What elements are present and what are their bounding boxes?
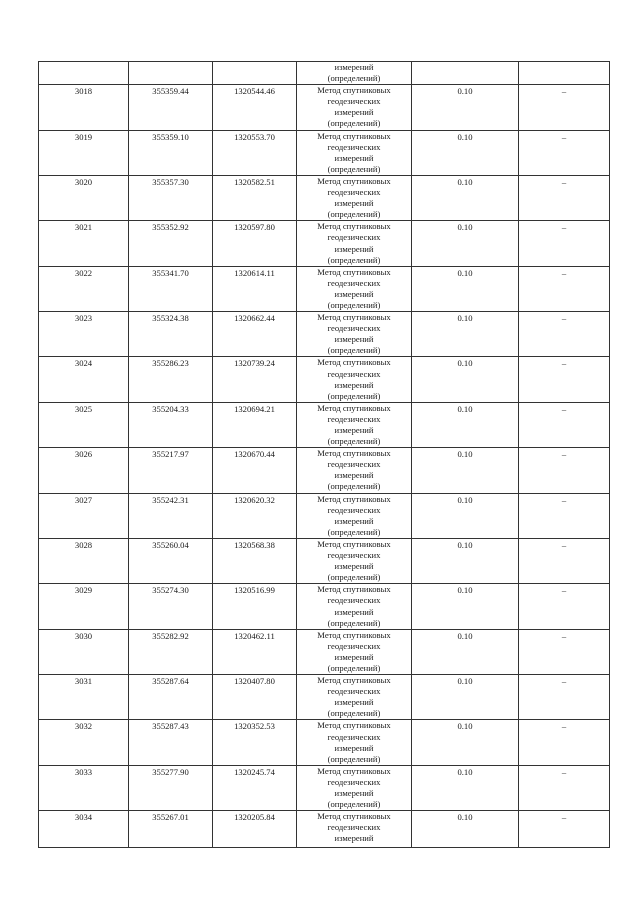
cell-x-text: 355287.43 [152,721,189,732]
table-row [39,538,610,583]
method-line: Метод спутниковых [317,538,391,549]
cell-method [297,720,412,765]
cell-method [297,357,412,402]
method-line: геодезических [327,595,381,606]
cell-x [129,85,213,130]
cell-note-text: – [561,313,567,324]
cell-method [297,130,412,175]
cell-y-text: 1320739.24 [234,358,275,369]
table-row [39,266,610,311]
method-line: Метод спутниковых [317,629,391,640]
cell-point-number [39,312,129,357]
table-row [39,357,610,402]
cell-x-text: 355242.31 [152,494,189,505]
cell-accuracy-text: 0.10 [457,585,473,596]
cell-x-text: 355277.90 [152,766,189,777]
table-row [39,493,610,538]
cell-y-text: 1320462.11 [234,630,275,641]
cell-note-text: – [561,267,567,278]
cell-point-number-text: 3030 [74,630,93,641]
cell-accuracy-text: 0.10 [457,86,473,97]
cell-x [129,584,213,629]
cell-accuracy-text: 0.10 [457,630,473,641]
method-line: геодезических [327,731,381,742]
table-row [39,811,610,848]
cell-y [213,402,297,447]
cell-x [129,402,213,447]
method-line: Метод спутниковых [317,720,391,731]
method-line: (определений) [327,436,381,447]
cell-y-text: 1320597.80 [234,222,275,233]
cell-x-text: 355282.92 [152,630,189,641]
cell-note-text: – [561,812,567,823]
method-line: Метод спутниковых [317,221,391,232]
cell-x-text: 355267.01 [152,812,189,823]
cell-x-text: 355287.64 [152,676,189,687]
cell-x [129,720,213,765]
method-line: геодезических [327,187,381,198]
cell-note [519,266,610,311]
cell-x-text: 355217.97 [152,449,189,460]
table-row [39,85,610,130]
method-line: Метод спутниковых [317,85,391,96]
table-row [39,312,610,357]
cell-point-number-text: 3033 [74,766,93,777]
cell-accuracy-text: 0.10 [457,403,473,414]
cell-y [213,130,297,175]
cell-method [297,584,412,629]
cell-y [213,811,297,848]
cell-note [519,85,610,130]
cell-y [213,85,297,130]
cell-method [297,62,412,85]
method-line: измерений [334,606,374,617]
cell-x [129,675,213,720]
cell-accuracy-text: 0.10 [457,131,473,142]
cell-point-number [39,357,129,402]
method-line: геодезических [327,323,381,334]
cell-point-number-text: 3028 [74,539,93,550]
cell-y [213,312,297,357]
cell-accuracy-text: 0.10 [457,358,473,369]
cell-point-number [39,448,129,493]
cell-note-text: – [561,358,567,369]
cell-point-number [39,675,129,720]
cell-point-number-text: 3020 [74,176,93,187]
cell-y [213,538,297,583]
cell-y [213,584,297,629]
cell-x [129,538,213,583]
cell-method [297,266,412,311]
cell-x [129,130,213,175]
cell-note-text: – [561,449,567,460]
cell-method [297,675,412,720]
method-line: (определений) [327,799,381,810]
cell-accuracy [412,675,519,720]
cell-accuracy [412,312,519,357]
cell-accuracy-text: 0.10 [457,812,473,823]
cell-y [213,765,297,810]
method-line: измерений [334,379,374,390]
cell-y-text: 1320516.99 [234,585,275,596]
cell-note-text: – [561,630,567,641]
method-line: (определений) [327,73,381,84]
cell-point-number-text: 3021 [74,222,93,233]
cell-x-text: 355357.30 [152,176,189,187]
cell-accuracy-text: 0.10 [457,676,473,687]
method-line: геодезических [327,504,381,515]
cell-note [519,584,610,629]
method-line: Метод спутниковых [317,493,391,504]
table-row [39,584,610,629]
method-line: Метод спутниковых [317,811,391,822]
cell-point-number-text: 3023 [74,313,93,324]
method-line: измерений [334,243,374,254]
cell-accuracy [412,175,519,220]
cell-point-number-text: 3022 [74,267,93,278]
cell-note-text: – [561,539,567,550]
cell-accuracy-text: 0.10 [457,176,473,187]
cell-y [213,357,297,402]
cell-method [297,175,412,220]
method-line: (определений) [327,163,381,174]
method-line: геодезических [327,413,381,424]
cell-note-text: – [561,222,567,233]
cell-method [297,312,412,357]
method-line: (определений) [327,299,381,310]
cell-note [519,130,610,175]
method-line: геодезических [327,640,381,651]
cell-x-text: 355352.92 [152,222,189,233]
cell-x-text: 355260.04 [152,539,189,550]
cell-y-text: 1320553.70 [234,131,275,142]
cell-point-number [39,584,129,629]
cell-point-number [39,720,129,765]
method-line: Метод спутниковых [317,130,391,141]
cell-method [297,221,412,266]
cell-accuracy [412,765,519,810]
cell-accuracy [412,629,519,674]
method-line: геодезических [327,232,381,243]
cell-y-text: 1320544.46 [234,86,275,97]
table-row [39,221,610,266]
method-line: геодезических [327,277,381,288]
cell-point-number [39,266,129,311]
cell-x [129,312,213,357]
method-line: (определений) [327,526,381,537]
cell-accuracy-text: 0.10 [457,494,473,505]
cell-x [129,629,213,674]
cell-x-text: 355274.30 [152,585,189,596]
cell-method [297,402,412,447]
table-row [39,720,610,765]
cell-note-text: – [561,176,567,187]
method-line: Метод спутниковых [317,175,391,186]
method-line: измерений [334,152,374,163]
cell-note [519,811,610,848]
method-line: геодезических [327,368,381,379]
cell-point-number-text: 3026 [74,449,93,460]
cell-point-number [39,62,129,85]
method-line: измерений [334,288,374,299]
cell-y [213,629,297,674]
cell-y-text: 1320694.21 [234,403,275,414]
method-line: измерений [334,198,374,209]
cell-method [297,811,412,848]
method-line: (определений) [327,708,381,719]
cell-x [129,765,213,810]
cell-method [297,538,412,583]
cell-accuracy [412,493,519,538]
method-line: измерений [334,107,374,118]
method-line: измерений [334,742,374,753]
cell-y-text: 1320205.84 [234,812,275,823]
cell-x-text: 355359.10 [152,131,189,142]
method-line: геодезических [327,141,381,152]
cell-note-text: – [561,766,567,777]
cell-x-text: 355204.33 [152,403,189,414]
cell-point-number [39,402,129,447]
cell-y-text: 1320352.53 [234,721,275,732]
cell-x [129,357,213,402]
cell-note [519,493,610,538]
cell-point-number-text: 3027 [74,494,93,505]
method-line: измерений [334,651,374,662]
cell-point-number-text: 3024 [74,358,93,369]
cell-x [129,175,213,220]
cell-y-text: 1320670.44 [234,449,275,460]
cell-note [519,62,610,85]
cell-accuracy-text: 0.10 [457,222,473,233]
cell-accuracy-text: 0.10 [457,449,473,460]
cell-accuracy [412,448,519,493]
cell-note [519,538,610,583]
cell-accuracy-text: 0.10 [457,766,473,777]
cell-method [297,765,412,810]
table-row [39,130,610,175]
method-line: (определений) [327,662,381,673]
method-line: Метод спутниковых [317,312,391,323]
cell-note-text: – [561,494,567,505]
cell-note [519,312,610,357]
cell-accuracy [412,266,519,311]
method-line: геодезических [327,96,381,107]
method-line: Метод спутниковых [317,402,391,413]
cell-y [213,448,297,493]
cell-y [213,175,297,220]
method-line: геодезических [327,459,381,470]
cell-accuracy [412,357,519,402]
cell-point-number-text: 3025 [74,403,93,414]
cell-y-text: 1320662.44 [234,313,275,324]
cell-point-number-text: 3018 [74,86,93,97]
cell-note [519,675,610,720]
cell-x [129,221,213,266]
cell-method [297,85,412,130]
table-row [39,765,610,810]
cell-point-number [39,221,129,266]
table-row-continuation [39,62,610,85]
method-line: Метод спутниковых [317,584,391,595]
cell-point-number [39,130,129,175]
method-line: измерений [334,470,374,481]
cell-point-number-text: 3019 [74,131,93,142]
method-line: измерений [334,697,374,708]
cell-note-text: – [561,721,567,732]
table-row [39,629,610,674]
method-line: геодезических [327,822,381,833]
cell-x [129,811,213,848]
method-line: (определений) [327,254,381,265]
cell-point-number [39,175,129,220]
cell-x [129,493,213,538]
cell-y-text: 1320614.11 [234,267,275,278]
cell-x [129,62,213,85]
cell-accuracy [412,130,519,175]
table-row [39,448,610,493]
cell-note-text: – [561,131,567,142]
cell-note [519,629,610,674]
cell-note-text: – [561,403,567,414]
coordinates-table-body [39,62,610,848]
cell-note-text: – [561,676,567,687]
cell-note-text: – [561,86,567,97]
cell-y-text: 1320620.32 [234,494,275,505]
cell-method [297,629,412,674]
cell-note-text: – [561,585,567,596]
cell-method [297,493,412,538]
method-line: геодезических [327,686,381,697]
method-line: (определений) [327,209,381,220]
cell-point-number [39,811,129,848]
method-line: измерений [334,561,374,572]
table-row [39,402,610,447]
cell-y [213,493,297,538]
method-line: (определений) [327,481,381,492]
cell-accuracy-text: 0.10 [457,539,473,550]
cell-y [213,62,297,85]
cell-y-text: 1320245.74 [234,766,275,777]
cell-note [519,221,610,266]
method-line: (определений) [327,572,381,583]
method-line: геодезических [327,550,381,561]
cell-point-number [39,85,129,130]
cell-y-text: 1320568.38 [234,539,275,550]
cell-point-number [39,629,129,674]
cell-accuracy-text: 0.10 [457,313,473,324]
method-line: Метод спутниковых [317,266,391,277]
cell-method [297,448,412,493]
cell-point-number-text: 3029 [74,585,93,596]
cell-accuracy [412,811,519,848]
cell-note [519,357,610,402]
method-line: измерений [334,833,374,844]
cell-note [519,402,610,447]
cell-accuracy [412,85,519,130]
cell-x [129,266,213,311]
cell-accuracy [412,402,519,447]
method-line: измерений [334,62,374,72]
method-line: геодезических [327,776,381,787]
cell-y [213,720,297,765]
cell-point-number-text: 3032 [74,721,93,732]
cell-accuracy-text: 0.10 [457,721,473,732]
table-row [39,175,610,220]
method-line: измерений [334,788,374,798]
cell-point-number [39,538,129,583]
cell-accuracy [412,720,519,765]
cell-y [213,221,297,266]
method-line: измерений [334,334,374,345]
table-row [39,675,610,720]
method-line: Метод спутниковых [317,357,391,368]
cell-x-text: 355359.44 [152,86,189,97]
cell-y [213,266,297,311]
method-line: (определений) [327,118,381,129]
cell-x [129,448,213,493]
method-line: (определений) [327,390,381,401]
cell-accuracy [412,538,519,583]
cell-note [519,765,610,810]
method-line: Метод спутниковых [317,765,391,776]
cell-point-number [39,765,129,810]
method-line: Метод спутниковых [317,675,391,686]
method-line: (определений) [327,753,381,764]
method-line: Метод спутниковых [317,448,391,459]
method-line: измерений [334,425,374,435]
cell-note [519,175,610,220]
cell-point-number-text: 3031 [74,676,93,687]
cell-x-text: 355286.23 [152,358,189,369]
cell-y-text: 1320582.51 [234,176,275,187]
cell-accuracy [412,584,519,629]
cell-accuracy [412,221,519,266]
method-line: (определений) [327,617,381,628]
cell-y-text: 1320407.80 [234,676,275,687]
cell-accuracy [412,62,519,85]
cell-x-text: 355324.38 [152,313,189,324]
cell-note [519,448,610,493]
coordinates-table [38,61,610,848]
method-line: измерений [334,515,374,526]
cell-point-number [39,493,129,538]
method-line: (определений) [327,345,381,356]
cell-accuracy-text: 0.10 [457,267,473,278]
cell-x-text: 355341.70 [152,267,189,278]
cell-y [213,675,297,720]
cell-note [519,720,610,765]
cell-point-number-text: 3034 [74,812,93,823]
